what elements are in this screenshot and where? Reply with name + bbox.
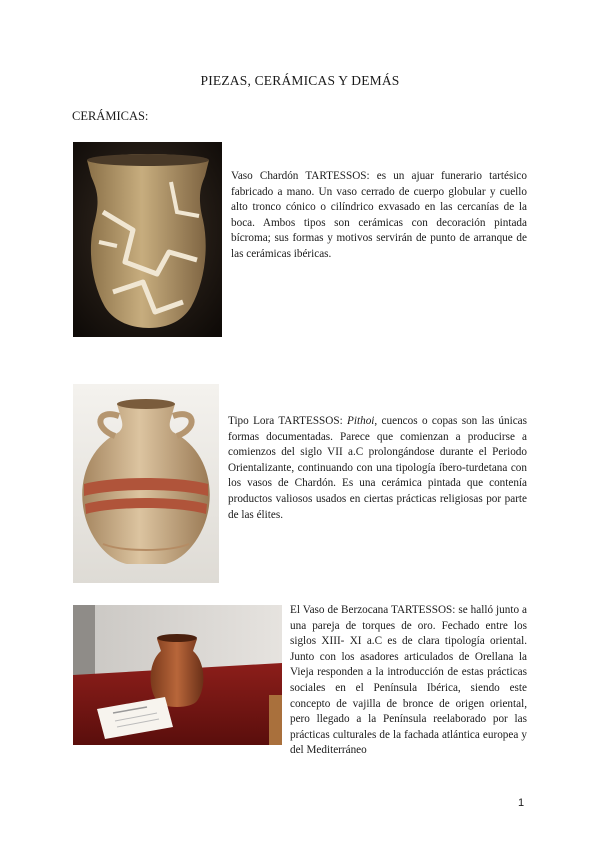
item-1-text: Vaso Chardón TARTESSOS: es un ajuar funerario tartésico fabricado a mano. Un vaso cerrado de cuerpo globular y cuello alto tronco cónico o cilíndrico exvasado en las cercanías de la boca. Ambos tipos son cerámicas con decoración pintada bícroma; sus formas y motivos servirán de punto de arranque de las cerámicas ibéricas. xyxy=(231,170,527,260)
vaso-chardon-photo xyxy=(73,142,222,337)
section-heading: CERÁMICAS: xyxy=(72,109,149,123)
vaso-berzocana-photo xyxy=(73,605,282,745)
tipo-lora-photo xyxy=(73,384,219,583)
vaso-chardon-image xyxy=(73,142,222,337)
vaso-berzocana-image xyxy=(73,605,282,745)
item-2-text xyxy=(228,414,527,523)
item-3-text: El Vaso de Berzocana TARTESSOS: se halló junto a una pareja de torques de oro. Fechado entre los siglos XIII- XI a.C es de clara tipología oriental. Junto con los asadores articulados de Orellana la Vieja responden a la introducción de estas prácticas sociales en el Península Ibérica, siendo este concepto de vajilla de bronce de origen oriental, pero llegado a la Península reelaborado por las prácticas culturales de la fachada atlántica europea y del Mediterráneo xyxy=(290,604,527,757)
page-number: 1 xyxy=(518,797,525,809)
tipo-lora-image xyxy=(73,384,219,583)
page-title: PIEZAS, CERÁMICAS Y DEMÁS xyxy=(200,73,400,88)
item-2-text-start: Tipo Lora TARTESSOS: xyxy=(228,415,348,427)
item-2-italic-term: Pithoi xyxy=(347,415,375,427)
item-2-text-rest: , cuencos o copas son las únicas formas documentadas. Parece que comienzan a producirse a comienzos del siglo VII a.C prolongándose durante el Periodo Orientalizante, continuando con una tipología íbero-turdetana con los vasos de Chardón. Es una cerámica pintada que contenía productos valiosos usados en ciertas prácticas religiosas por parte de las élites. xyxy=(228,415,527,521)
